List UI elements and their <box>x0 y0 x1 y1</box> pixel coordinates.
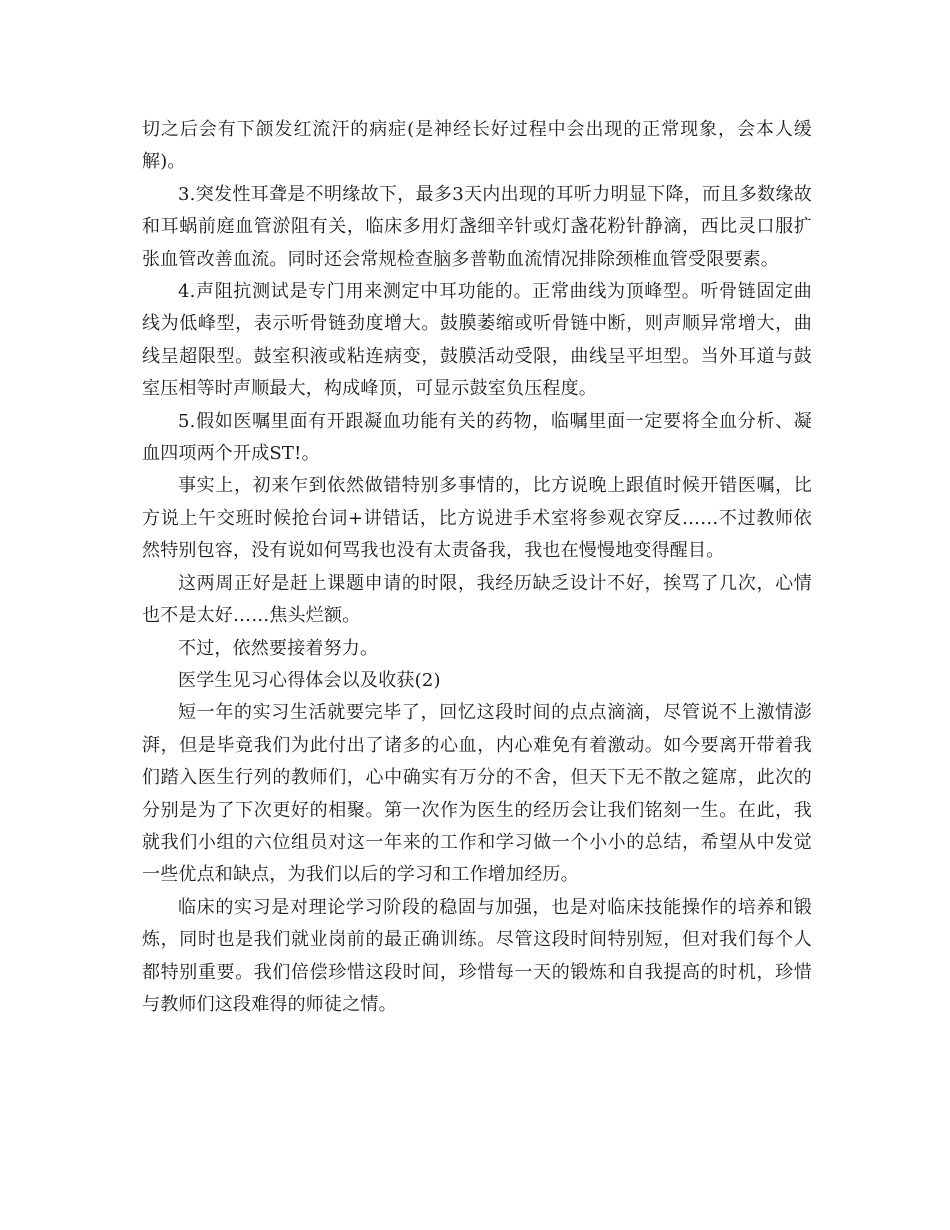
paragraph-keep-going: 不过，依然要接着努力。 <box>178 637 379 659</box>
paragraph-two-weeks: 这两周正好是赶上课题申请的时限，我经历缺乏设计不好，挨骂了几次，心情也不是太好……焦头烂额。 <box>142 572 812 627</box>
paragraph-internship-summary: 短一年的实习生活就要完毕了，回忆这段时间的点点滴滴，尽管说不上激情澎湃，但是毕竟我们为此付出了诸多的心血，内心难免有着激动。如今要离开带着我们踏入医生行列的教师们，心中确实有万分的不舍，但天下无不散之筵席，此次的分别是为了下次更好的相聚。第一次作为医生的经历会让我们铭刻一生。在此，我就我们小组的六位组员对这一年来的工作和学习做一个小小的总结，希望从中发觉一些优点和缺点，为我们以后的学习和工作增加经历。 <box>142 702 812 886</box>
document-body <box>142 114 812 1021</box>
paragraph-item-5: 5.假如医嘱里面有开跟凝血功能有关的药物，临嘱里面一定要将全血分析、凝血四项两个开成ST!。 <box>142 410 812 465</box>
paragraph-reflection: 事实上，初来乍到依然做错特别多事情的，比方说晚上跟值时候开错医嘱，比方说上午交班时候抢台词+讲错话，比方说进手术室将参观衣穿反……不过教师依然特别包容，没有说如何骂我也没有太责备我，我也在慢慢地变得醒目。 <box>142 475 812 562</box>
paragraph-item-3: 3.突发性耳聋是不明缘故下，最多3天内出现的耳听力明显下降，而且多数缘故和耳蜗前庭血管淤阻有关，临床多用灯盏细辛针或灯盏花粉针静滴，西比灵口服扩张血管改善血流。同时还会常规检查脑多普勒血流情况排除颈椎血管受限要素。 <box>142 183 812 270</box>
paragraph-continued: 切之后会有下颌发红流汗的病症(是神经长好过程中会出现的正常现象，会本人缓解)。 <box>142 119 812 173</box>
section-heading: 医学生见习心得体会以及收获(2) <box>178 669 441 691</box>
paragraph-item-4: 4.声阻抗测试是专门用来测定中耳功能的。正常曲线为顶峰型。听骨链固定曲线为低峰型，表示听骨链劲度增大。鼓膜萎缩或听骨链中断，则声顺异常增大，曲线呈超限型。鼓室积液或粘连病变，鼓膜活动受限，曲线呈平坦型。当外耳道与鼓室压相等时声顺最大，构成峰顶，可显示鼓室负压程度。 <box>142 281 812 400</box>
paragraph-clinical-practice: 临床的实习是对理论学习阶段的稳固与加强，也是对临床技能操作的培养和锻炼，同时也是我们就业岗前的最正确训练。尽管这段时间特别短，但对我们每个人都特别重要。我们倍偿珍惜这段时间，珍惜每一天的锻炼和自我提高的时机，珍惜与教师们这段难得的师徒之情。 <box>142 896 812 1015</box>
